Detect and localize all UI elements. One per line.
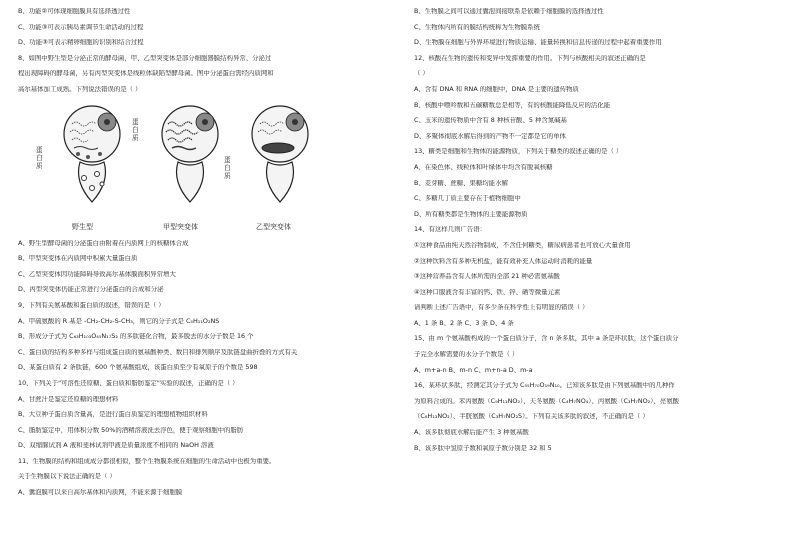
wild-type-cell: [52, 102, 132, 220]
label-mutant-a: 甲型突变体: [163, 222, 198, 231]
text-line: B、生物膜之间可以通过囊泡间接联系是依赖于细胞膜的选择透过性: [414, 8, 604, 15]
text-line: ③这种营养品含有人体所需的全部 21 种必需氨基酸: [414, 273, 560, 281]
text-line: A、在染色体、线粒体和叶绿体中均含有脱氧核糖: [414, 163, 553, 171]
text-line: C、多糖几丁质主要存在于植物细胞中: [414, 195, 521, 203]
text-line: 关于生物膜以下说法正确的是（ ）: [18, 473, 116, 481]
protein-label: 蛋白质: [36, 145, 43, 170]
text-line: D、生物膜在细胞与外界环境进行物质运输、能量转换和信息传递的过程中起着重要作用: [414, 39, 662, 47]
text-line: D、多聚体彻底水解后得到的产物不一定都是它的单体: [414, 132, 566, 140]
text-line: B、该多肽中氢原子数和氧原子数分别是 32 和 5: [414, 444, 552, 452]
yeast-cell-figure: [18, 102, 370, 240]
label-wild-type: 野生型: [72, 222, 93, 231]
text-line: 12、核酸在生物的遗传和变异中发挥重要的作用。下列与核酸相关的叙述正确的是: [414, 54, 646, 62]
text-line: C、脂肪鉴定中，用体积分数 50%的酒精溶液洗去浮色，便于观察细胞中的脂肪: [18, 426, 244, 434]
text-line: B、大豆种子蛋白质含量高，是进行蛋白质鉴定的理想植物组织材料: [18, 411, 208, 419]
text-line: C、玉米的遗传物质中含有 8 种核苷酸、5 种含氮碱基: [414, 117, 567, 125]
text-line: ④这种口服液含有丰富的钙、铁、锌、硒等微量元素: [414, 288, 561, 296]
text-line: 9、下列有关氨基酸和蛋白质的叙述，错误的是（ ）: [18, 301, 165, 309]
text-line: （ ）: [414, 70, 429, 78]
text-line: ①这种食品由纯天然谷物制成，不含任何糖类，糖尿病患者也可放心大量食用: [414, 241, 631, 249]
text-line: A、野生型酵母菌的分泌蛋白由附着在内质网上的核糖体合成: [18, 239, 189, 247]
text-line: D、某蛋白质有 2 条肽链，600 个氨基酸组成，该蛋白质至少有氧原子的个数是 598: [18, 364, 258, 372]
text-line: C、功能③可表示胰岛素调节生命活动的过程: [18, 23, 144, 31]
text-line: 14、有这样几则广告语：: [414, 226, 487, 234]
text-line: 程出现障碍的酵母菌，另有丙型突变体是线粒体缺陷型酵母菌。图中分泌蛋白需经内质网和: [18, 70, 274, 78]
mutant-a-cell: [150, 102, 230, 220]
text-line: （C₆H₁₃NO₂）、半胱氨酸（C₃H₇NO₂S）。下列有关该多肽的叙述，不正确的是（ ）: [414, 413, 649, 421]
text-line: A、m+a-n B、m-n C、m+n-a D、m-a: [414, 366, 533, 374]
text-line: A、含有 DNA 和 RNA 的细胞中，DNA 是主要的遗传物质: [414, 85, 579, 93]
text-line: A、囊泡膜可以来自高尔基体和内质网，不能来源于细胞膜: [18, 489, 183, 497]
left-column: [18, 8, 370, 505]
protein-label: 蛋白质: [224, 155, 231, 180]
right-column: [414, 8, 776, 460]
text-line: B、麦芽糖、蔗糖、果糖均能水解: [414, 179, 508, 187]
text-line: 16、某环状多肽，经测定其分子式为 C₅₅H₇₀O₁₉N₁₀。已知该多肽是由下列氨基酸中的几种作: [414, 382, 675, 390]
text-line: A、该多肽彻底水解后能产生 3 种氨基酸: [414, 429, 529, 437]
text-line: 11、生物膜的结构和组成成分都很相似，整个生物膜系统在细胞的生命活动中也极为重要。: [18, 457, 276, 465]
text-line: A、1 条 B、2 条 C、3 条 D、4 条: [414, 319, 514, 327]
text-line: D、双缩脲试剂 A 液和斐林试剂甲液是质量浓度不相同的 NaOH 溶液: [18, 442, 214, 450]
text-line: D、功能③可表示精卵细胞的识别和结合过程: [18, 39, 144, 47]
text-line: 为原料合成的。苯丙氨酸（C₉H₁₁NO₂）、天冬氨酸（C₄H₇NO₄）、丙氨酸（C₃H₇NO₂）、亮氨酸: [414, 397, 679, 405]
text-line: C、生物体内所有的膜结构统称为生物膜系统: [414, 23, 540, 31]
text-line: A、甘蔗汁是鉴定还原糖的理想材料: [18, 395, 119, 403]
text-line: C、乙型突变体因功能障碍导致高尔基体膜面积异常增大: [18, 270, 176, 278]
text-line: B、核酸中嘌呤数和五碳糖数总是相等，有的核酸能降低反应的活化能: [414, 101, 611, 109]
text-line: C、蛋白质的结构多种多样与组成蛋白质的氨基酸种类、数目和排列顺序及肽链盘曲折叠的方式有关: [18, 348, 298, 356]
text-line: D、所有糖类都是生物体的主要能源物质: [414, 210, 528, 218]
text-line: B、甲型突变体在内质网中积累大量蛋白质: [18, 255, 138, 263]
mutant-b-cell: [240, 102, 320, 220]
q7-options: [18, 8, 370, 102]
text-line: 8、如图中野生型是分泌正常的酵母菌，甲、乙型突变体是部分细胞器膜结构异常、分泌过: [18, 54, 272, 62]
text-line: ②这种饮料含有多种无机盐，能有效补充人体运动时消耗的能量: [414, 257, 593, 265]
text-line: B、功能②可体现细胞膜具有选择透过性: [18, 8, 131, 15]
protein-label: 蛋白质: [132, 117, 139, 142]
text-line: A、甲硫氨酸的 R 基是 -CH₂-CH₂-S-CH₃，则它的分子式是 C₅H₁₁O₂NS: [18, 317, 220, 325]
text-line: 请判断上述广告语中，有多少条在科学性上有明显的错误（ ）: [414, 304, 589, 312]
text-line: B、形成分子式为 C₆₃H₁₀₃O₄₅N₁₇S₂ 的多肽链化合物，最多脱去的水分子数是 16 个: [18, 333, 254, 341]
text-line: 15、由 m 个氨基酸构成的一个蛋白质分子，含 n 条多肽，其中 a 条是环状肽，这个蛋白质分: [414, 335, 679, 343]
text-line: 子完全水解需要的水分子个数是（ ）: [414, 351, 519, 359]
text-line: 10、下列关于"可溶性还原糖、蛋白质和脂肪鉴定"实验的叙述，正确的是（ ）: [18, 379, 239, 387]
q8-options-and-more: [18, 240, 370, 505]
text-line: 13、糖类是细胞和生物体的能源物质，下列关于糖类的叙述正确的是（ ）: [414, 148, 623, 156]
label-mutant-b: 乙型突变体: [256, 222, 291, 231]
text-line: D、丙型突变体仍能正常进行分泌蛋白的合成和分泌: [18, 286, 164, 294]
text-line: 高尔基体加工成熟。下列说法错误的是（ ）: [18, 85, 142, 93]
